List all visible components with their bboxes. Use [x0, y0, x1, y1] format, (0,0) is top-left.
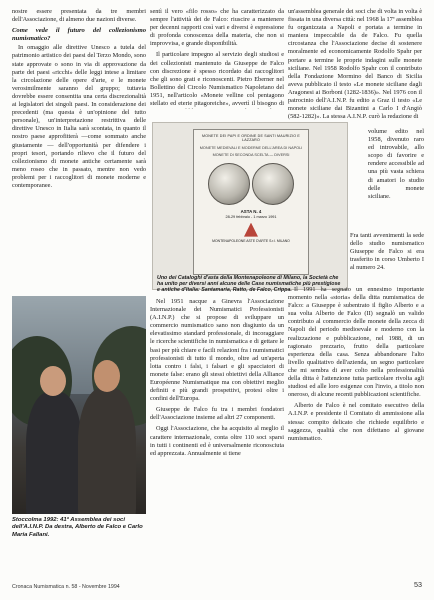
right-column-narrow-2 — [350, 232, 424, 272]
catalog-coins — [194, 161, 308, 207]
photo-person-left — [26, 392, 82, 514]
catalog-sub: MONETE DI SECONDA SCELTA — DIVERSI — [212, 153, 290, 158]
paragraph: Fra tanti avvenimenti la sede dello studio numismatico Giuseppe de Falco si era trasferito in corso Umberto I al numero 24. — [350, 232, 424, 272]
footer-publication: Cronaca Numismatica n. 58 - Novembre 1994 — [12, 584, 120, 590]
catalog-top-text: MONETE DEI PAPI E ORDINE DE SANTI MAURIZIO E LAZZARO — [202, 134, 300, 143]
coin-reverse — [252, 163, 294, 205]
catalog-caption: Uno dei Cataloghi d'asta della Montenapoleone di Milano, la Società che ha unito per diversi anni alcune delle Case numismatiche più prestigiose e antiche d'Italia: Santamaria, Ratto, de Falco, Crippa. — [157, 275, 341, 293]
paragraph: nostre essere presentata da tre membri dell'Associazione, di almeno due nazioni diverse. — [12, 8, 146, 24]
catalog-publisher: MONTENAPOLEONE ASTE D'ARTE S.r.l. MILANO — [212, 238, 290, 243]
paragraph: un'assemblea generale dei soci che di volta in volta è fissata in una diversa città: nel 1968 la 17ª assemblea fu organizzata a Napoli e portata a termine in maniera impeccabile da de Falco. Fu quella circostanza che l'Associazione decise di sostenere moralmente ed economicamente Rodolfo Spahr per portare a termine le proprie indagini sulle monete siciliane. Nel 1958 Rodolfo Spahr con il contributo della Fondazione Mormino del Banco di Sicilia aveva pubblicato il testo «Le monete siciliane dagli Aragonesi ai Borboni (1282-1836)». Nel 1976 con il patrocinio dell'A.I.N.P. fu edito a Graz il testo «Le monete siciliane dai Bizantini a Carlo I d'Angiò (582-1282)». La stessa A.I.N.P. curò la redazione di — [288, 8, 422, 121]
publisher-logo — [244, 223, 258, 237]
photo-person-right — [78, 388, 136, 514]
section-subheading: Come vede il futuro del collezionismo numismatico? — [12, 27, 146, 43]
photo-head-left — [40, 366, 66, 396]
catalog-auction-number: ASTA N. 4 — [240, 208, 262, 214]
catalog-header: MONETE MEDIEVALI E MODERNE DELL'AREA DI NAPOLI — [199, 145, 303, 150]
left-column — [12, 8, 146, 193]
paragraph: sentì il vero «filo rosso» che ha caratterizzato da sempre l'attività dei de Falco: riuscire a mantenere per decenni rapporti così vari e diversi è espressione di profonda conoscenza della materia, che non si improvvisa, e grande disponibilità. — [150, 8, 284, 48]
photo-head-right — [94, 360, 120, 392]
middle-column-bottom — [150, 298, 284, 461]
paragraph: Alberto de Falco è nel comitato esecutivo della A.I.N.P. e presidente il Comitato di ammissione alla stessa: compito delicato che richiede equilibrio e saggezza, qualità che non difettano al giovane numismatico. — [288, 402, 424, 442]
photo-caption: Stoccolma 1992: 41ª Assemblea dei soci dell'A.I.N.P. Da destra, Alberto de Falco e Carlo Maria Fallani. — [12, 517, 143, 538]
coin-obverse — [208, 163, 250, 205]
photo-two-men — [12, 296, 146, 514]
auction-catalog-image — [152, 122, 348, 293]
paragraph: Il particolare impegno al servizio degli studiosi e dei collezionisti mantenuto da Giuseppe de Falco con discrezione è spesso ricordato dai raccoglitori che gli sono grati e riconoscenti. Pietro Eberner nel Bollettino del Circolo Numismatico Napoletano del 1951, nell'articolo «Monete velline col pentagono stellato ed eterie pitagoreiche», avvertì il bisogno di — [150, 51, 284, 108]
paragraph: Il 1991 ha segnato un ennesimo importante momento nella «storia» della ditta numismatica de Falco: a Giuseppe è subentrato il figlio Alberto e a sua volta Alberto de Falco (II) segnalò un valido contributo al commercio delle monete della zecca di Napoli del periodo medioevale e moderno con la realizzazione e pubblicazione, nel 1988, di un ragionato prezzario, frutto della particolare esperienza della casa. Senza abbandonare l'alto livello qualitativo dell'azienda, un segno particolare che mi sembra di aver colto nella professionalità della ditta è l'attenzione tutta particolare rivolta agli studiosi ed alle loro esigenze con l'invio, a titolo non oneroso, di alcune recenti pubblicazioni scientifiche. — [288, 286, 424, 399]
page-number: 53 — [414, 580, 422, 589]
right-column-bottom — [288, 286, 424, 446]
paragraph: Giuseppe de Falco fu tra i membri fondatori dell'Associazione insieme ad altri 27 componenti. — [150, 406, 284, 422]
middle-column-top — [150, 8, 284, 112]
paragraph: In omaggio alle direttive Unesco a tutela del patrimonio artistico dei paesi del Terzo Mondo, sono state approvate o sono in via di approvazione da parte dei paesi «ricchi» delle leggi intese a limitare la circolazione delle opere d'arte, e le monete verosimilmente saranno del gruppo; tuttavia dovrebbe essere consentita una certa discrezionalità ai legislatori dei singoli paesi. In considerazione dei precedenti (ma questa è un'opinione del tutto personale), un'interpretazione restrittiva delle direttive Unesco in Italia sarà scontata, in quanto il nostro paese approfitterà —come sommato anche giustamente — dell'opportunità per difendere i propri tesori, portando rilievo che il futuro del collezionismo di monete antiche certamente sarà meno roseo che in passato, mentre non vedo problemi per i raccoglitori di monete moderne e contemporanee. — [12, 44, 146, 189]
right-column-top — [288, 8, 422, 129]
paragraph: Oggi l'Associazione, che ha acquisito al meglio il carattere internazionale, conta oltre 110 soci sparsi in tutti i continenti ed è universalmente riconosciuta ed apprezzata. Annualmente si tiene — [150, 425, 284, 457]
right-column-narrow — [368, 128, 424, 204]
paragraph: Nel 1951 nacque a Ginevra l'Associazione Internazionale dei Numismatici Professionisti (A.I.N.P.) che si propose di sviluppare un commercio numismatico sano non disgiunto da un elevatissimo standard professionale, di incoraggiare le ricerche scientifiche in numismatica e di gettare le basi per più chiare e facili relazioni fra i numismatici professionisti di tutto il mondo, oltre ad un'aperta lotta contro i falsi, i falsari e gli spacciatori di monete false: erano gli stessi obiettivi della Alliance Européenne Numismatique ma con obiettivi meglio definiti e più grandi prospettivi, protesi oltre i confini dell'Europa. — [150, 298, 284, 403]
paragraph: volume edito nel 1958, divenuto raro ed introvabile, allo scopo di favorire e rendere accessibile ad una più vasta schiera di amatori lo studio delle monete siciliane. — [368, 128, 424, 200]
page-footer — [12, 580, 422, 596]
catalog-cover — [193, 129, 309, 275]
catalog-date: 28-29 febbraio - 1 marzo 1991 — [225, 214, 277, 219]
